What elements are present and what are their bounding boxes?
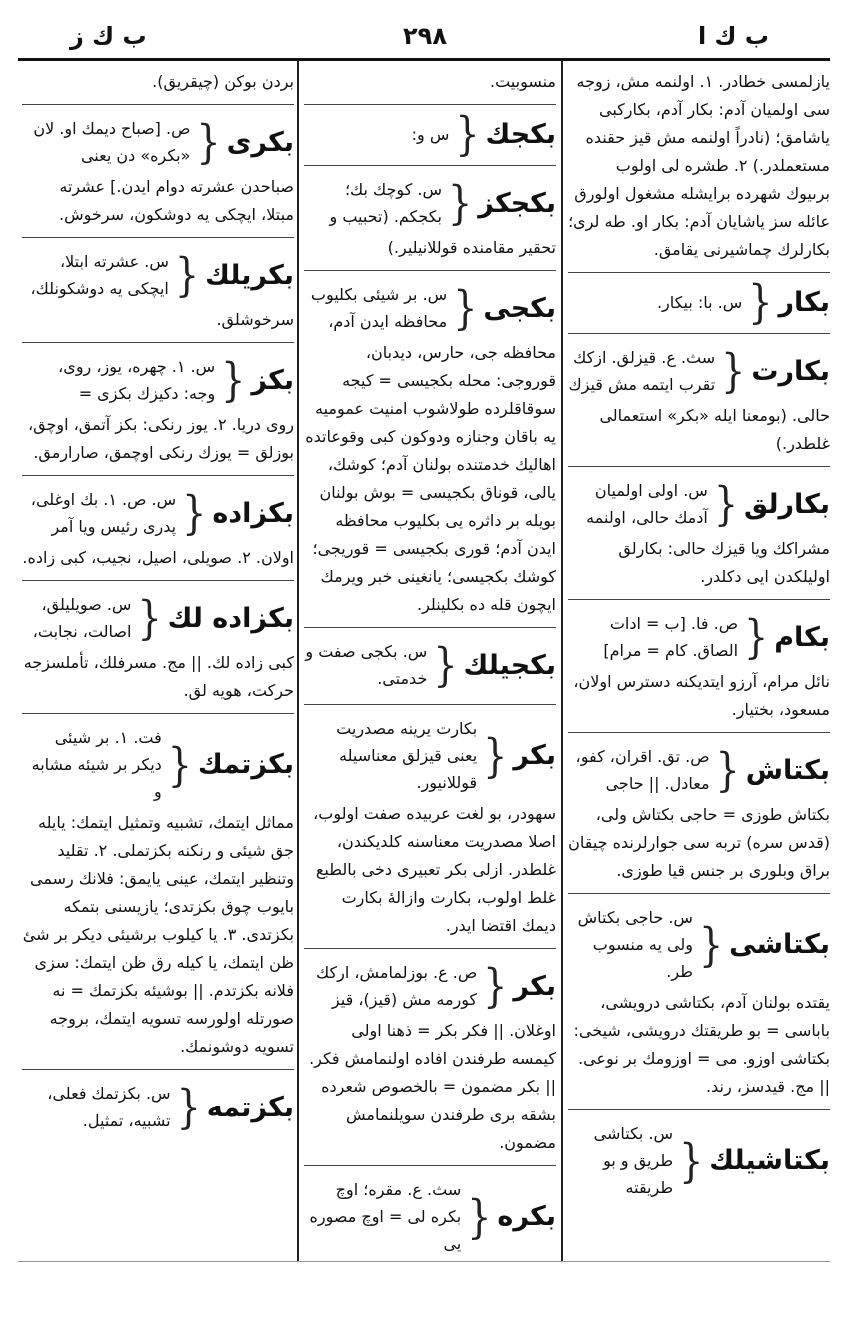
headword: بكزتمه (206, 1091, 294, 1123)
entry-head (304, 638, 556, 692)
headword: بكتاشى (729, 929, 830, 960)
definition-lead: س. عشرته ابتلا، ايچكى يه دوشكونلك، (30, 252, 169, 298)
entry-head (568, 610, 830, 664)
headword: بكره (497, 1201, 556, 1232)
definition-body: اوغلان. || فكر بكر = ذهنا اولى كيمسه طرفندن افاده اولنمامش فكر. || بكر مضمون = بالخصوص شعرده بشقه برى طرفندن سويلنمامش مضمون. (309, 1021, 556, 1152)
headword: بكريلك (205, 259, 294, 291)
definition-body: بكتاش طوزى = حاجى بكتاش ولى، (قدس سره) تربه سى جوارلرنده چيقان براق وبلورى بر جنس قيا طوزى. (568, 805, 830, 880)
definition-lead: س. بر شيئى بكليوب محافظه ايدن آدم، (310, 285, 448, 331)
headword: بكرى (226, 126, 294, 158)
dictionary-entry (22, 724, 294, 1070)
entry-head (568, 1120, 830, 1201)
entry-head (22, 724, 294, 805)
headword: بكار (778, 286, 830, 318)
definition-lead: فت. ١. بر شيئى ديكر بر شيئه مشابه و (31, 728, 162, 801)
headword: بكجكز (478, 187, 556, 219)
dictionary-entry (568, 344, 830, 467)
brace-glyph: { (453, 281, 478, 335)
headword: بكزاده لك (167, 602, 294, 634)
dictionary-entry (22, 591, 294, 714)
definition-lead: س. ص. ١. بك اوغلى، پدرى رئيس ويا آمر (30, 490, 177, 536)
entry-head (22, 486, 294, 540)
definition-lead: بكارت يرينه مصدريت يعنى قيزلق معناسيله قوللانيور. (336, 719, 478, 792)
brace-glyph: { (679, 1134, 704, 1187)
dictionary-entry (22, 353, 294, 476)
headword: بكام (774, 621, 830, 653)
entry-head (304, 107, 556, 161)
dictionary-entry (568, 904, 830, 1110)
dictionary-entry (304, 638, 556, 705)
definition-lead: س. اولى اولميان آدمك حالى، اولنمه (586, 481, 708, 527)
dictionary-entry (22, 115, 294, 238)
definition-body: حالى. (بومعنا ايله «بكر» استعمالى غلطدر.) (599, 406, 830, 453)
brace-glyph: { (715, 743, 740, 797)
definition-body: نائل مرام، آرزو ايتديكنه دسترس اولان، مسعود، بختيار. (573, 672, 830, 719)
column-divider (297, 61, 299, 1261)
headword: بكزتمك (197, 749, 294, 780)
definition-body: تحقير مقامنده قوللانيلير.) (387, 238, 556, 257)
definition-lead: س. كوچك بك؛ بكجكم. (تحبيب و (329, 180, 443, 226)
brace-glyph: { (167, 738, 192, 791)
column-left (22, 68, 294, 1156)
definition-lead: س. بكزتمك فعلى، تشبيه، تمثيل. (47, 1084, 171, 1130)
definition-body: روى دريا. ٢. يوز رنكى: بكز آتمق، اوچق، بوزلق = يوزك رنكى اوچمق، صارارمق. (27, 415, 294, 462)
entry-head (568, 477, 830, 531)
entry-head (568, 344, 830, 398)
dictionary-entry (22, 486, 294, 581)
definition-lead: س. حاجى بكتاش ولى يه منسوب طر. (577, 908, 693, 981)
running-head-left: ب ك ز (70, 22, 147, 50)
entry-head (568, 275, 830, 329)
dictionary-entry (568, 1120, 830, 1213)
entry-head (22, 248, 294, 302)
brace-glyph: { (196, 115, 221, 169)
entry-head (22, 115, 294, 169)
running-head-right: ب ك ا (697, 22, 769, 50)
definition-lead: س. بكتاشى طريق و بو طريقته (593, 1124, 674, 1197)
headword: بكزاده (212, 497, 294, 529)
brace-glyph: { (221, 353, 246, 407)
definition-body: اولان. ٢. صويلى، اصيل، نجيب، كبى زاده. (22, 548, 294, 567)
brace-glyph: { (433, 638, 458, 692)
entry-head (304, 959, 556, 1013)
page-header (0, 0, 849, 58)
definition-body: محافظه جى، حارس، ديدبان، قوروجى: محله بكجيسى = كيجه سوقاقلرده طولاشوب امنيت عموميه يه باقان وجنازه ودوكون كبى وقوعاتده اهاليك خدمتنده بولنان آدم؛ كوشك، يالى، قوناق بكجيسى = بوش بولنان بويله بر داثره يى بكليوب محافظه ايدن آدم؛ قورى بكجيسى = قوريجى؛ كوشك بكجيسى؛ يانغينى خبر ويرمك ايچون قله ده بكلينلر. (305, 343, 556, 614)
definition-lead: س. ١. چهره، يوز، روى، وجه: دكيزك بكزى = (58, 357, 216, 403)
definition-lead: س و: (411, 124, 450, 144)
column-divider (561, 61, 563, 1261)
definition-body: يقتده بولنان آدم، بكتاشى درويشى، باباسى = بو طريقتك درويشى، شيخى: بكتاشى اوزو. مى = اوزومك بر نوعى. || مج. قيدسز، رند. (573, 993, 830, 1096)
headword: بكر (513, 970, 556, 1002)
definition-body: سرخوشلق. (216, 310, 294, 329)
entry-head (304, 176, 556, 230)
entry-head (304, 281, 556, 335)
column-right (568, 68, 830, 1223)
dictionary-entry (304, 107, 556, 166)
definition-lead: ص. فا. [ب = ادات الصاق. كام = مرام] (603, 614, 739, 660)
headword: بكتاش (745, 754, 830, 786)
dictionary-entry (304, 68, 556, 105)
definition-lead: س. صويليلق، اصالت، نجابت، (32, 595, 132, 641)
definition-lead: سث. ع. قيزلق. ازكك تقرب ايتمه مش قيزك (568, 348, 716, 394)
definition-lead: س. با: بيكار. (656, 292, 743, 312)
brace-glyph: { (748, 275, 773, 329)
entry-head (22, 1080, 294, 1134)
column-middle (304, 68, 556, 1279)
dictionary-entry (304, 715, 556, 949)
dictionary-entry (304, 1176, 556, 1269)
brace-glyph: { (744, 610, 769, 664)
dictionary-entry (568, 610, 830, 733)
definition-body: بردن بوكن (چيقريق). (152, 72, 294, 91)
entry-head (568, 904, 830, 985)
entry-head (304, 1176, 556, 1257)
brace-glyph: { (713, 477, 738, 531)
dictionary-entry (568, 275, 830, 334)
entry-head (568, 743, 830, 797)
dictionary-entry (568, 477, 830, 600)
definition-body: يازلمسى خطادر. ١. اولنمه مش، زوجه سى اولميان آدم: بكار آدم، بكاركبى ياشامق؛ (نادراً اولنمه مش قيز حقنده مستعملدر.) ٢. طشره لى اولوب برىيوك شهرده برايشله مشغول اولورق عائله سز ياشايان آدم: بكار او. طه لرى؛ بكارلرك چماشيرنى يقامق. (568, 72, 830, 259)
definition-lead: ص. تق. اقران، كفو، معادل. || حاجى (575, 747, 710, 793)
dictionary-entry (22, 68, 294, 105)
dictionary-entry (22, 1080, 294, 1146)
brace-glyph: { (467, 1190, 492, 1243)
brace-glyph: { (174, 248, 200, 302)
definition-body: مشراكك ويا قيزك حالى: بكارلق اوليلكدن ايى دكلدر. (618, 539, 830, 586)
headword: بكارلق (744, 488, 830, 520)
entry-head (304, 715, 556, 796)
dictionary-entry (304, 281, 556, 628)
definition-lead: سث. ع. مقره؛ اوچ بكره لى = اوچ مصوره يى (309, 1180, 462, 1253)
brace-glyph: { (137, 591, 162, 645)
brace-glyph: { (176, 1080, 201, 1134)
dictionary-entry (304, 176, 556, 271)
brace-glyph: { (483, 959, 508, 1013)
entry-head (22, 591, 294, 645)
definition-body: كبى زاده لك. || مج. مسرفلك، تأملسزجه حركت، هويه لق. (23, 653, 294, 700)
definition-lead: ص. ع. بوزلمامش، اركك كورمه مش (قيز)، قيز (316, 963, 478, 1009)
brace-glyph: { (182, 486, 207, 540)
brace-glyph: { (448, 176, 473, 230)
definition-body: مماثل ايتمك، تشبيه وتمثيل ايتمك: يايله جق شيئى و رنكنه بكزتملى. ٢. تقليد وتنظير ايتمك، عينى يايمق: فلانك رسمى بايوب چوق بكزتدى؛ يازيسنى بتمكه بكزتدى. ٣. يا كيلوب برشيئى ديكر بر شئ ظن ايتمك، يا كيله رق ظن ايتمك: سزى فلانه بكزتدم. || بوشيئه بكزتمك = نه صورتله اولورسه تسويه ايتمك، بروجه تسويه دوشونمك. (22, 813, 294, 1056)
headword: بكارت (751, 355, 830, 387)
dictionary-entry (304, 959, 556, 1166)
entry-head (22, 353, 294, 407)
headword: بكر (513, 740, 556, 771)
dictionary-entry (568, 743, 830, 894)
headword: بكجك (485, 118, 556, 150)
definition-body: منسوبيت. (489, 72, 556, 91)
definition-body: سهودر، بو لغت عربيده صفت اولوب، اصلا مصدريت معناسنه كلديكندن، غلطدر. ازلى بكر تعبيرى دخى بالطبع غلط اولوب، بكارت وازالهٔ بكارت ديمك اقتضا ايدر. (313, 804, 556, 935)
headword: بكتاشيلك (709, 1145, 830, 1176)
page-number: ٢٩٨ (403, 22, 447, 50)
headword: بكجى (483, 292, 556, 324)
definition-lead: ص. [صباح ديمك او. لان «بكره» دن يعنى (33, 119, 191, 165)
brace-glyph: { (455, 107, 480, 161)
dictionary-entry (22, 248, 294, 343)
brace-glyph: { (698, 918, 724, 971)
dictionary-entry (568, 68, 830, 273)
brace-glyph: { (483, 729, 508, 782)
definition-lead: س. بكجى صفت و خدمتى. (305, 642, 428, 688)
headword: بكز (251, 364, 294, 396)
headword: بكجيلك (463, 649, 556, 681)
brace-glyph: { (721, 344, 746, 398)
header-rule (18, 58, 830, 61)
definition-body: صباحدن عشرته دوام ايدن.] عشرته مبتلا، ايچكى يه دوشكون، سرخوش. (59, 177, 294, 224)
